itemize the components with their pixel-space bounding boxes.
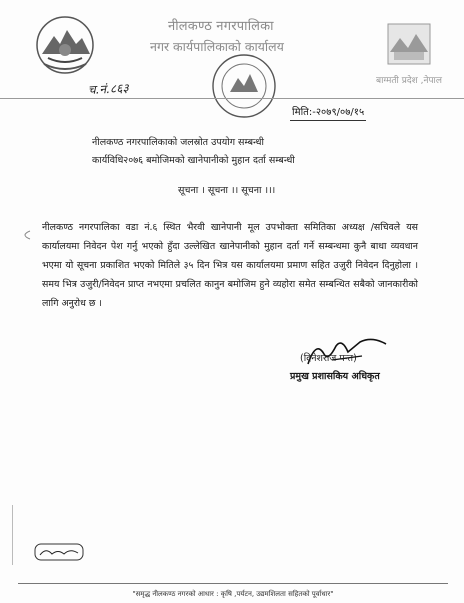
signer-name: (दिनेशराज पन्त) bbox=[300, 353, 357, 364]
signer-title: प्रमुख प्रशासकिय अधिकृत bbox=[290, 371, 380, 382]
nepal-emblem-icon bbox=[34, 14, 96, 76]
subject-line-2: कार्यविधि२०७६ बमोजिमको खानेपानीको मुहान दर्ता सम्बन्धी bbox=[92, 155, 295, 166]
margin-line bbox=[12, 505, 13, 565]
handwritten-initial-mark bbox=[34, 543, 84, 561]
office-name: नगर कार्यपालिकाको कार्यालय bbox=[150, 39, 284, 54]
header-divider bbox=[0, 98, 464, 99]
notice-body: नीलकण्ठ नगरपालिका वडा नं.६ स्थित भैरवी खानेपानी मूल उपभोक्ता समितिका अध्यक्ष /सचिवले यस कार्यालयमा निवेदन पेश गर्नु भएको हुँदा उल्लेखित खानेपानीको मुहान दर्ता गर्ने सम्बन्धमा कुनै बाधा व्यवधान भएमा यो सूचना प्रकाशित भएको मितिले ३५ दिन भित्र यस कार्यालयमा प्रमाण सहित उजुरी निवेदन दिनुहोला । समय भित्र उजुरी/निवेदन प्राप्त नभएमा प्रचलित कानुन बमोजिम हुने व्यहोरा समेत सम्बन्धित सबैको जानकारीको लागि अनुरोध छ । bbox=[42, 222, 418, 309]
org-name: नीलकण्ठ नगरपालिका bbox=[168, 19, 274, 34]
reference-number: च.नं.८६३ bbox=[87, 80, 130, 98]
municipality-logo-icon bbox=[386, 22, 432, 66]
province-text: बाग्मती प्रदेश ,नेपाल bbox=[376, 76, 442, 86]
footer-slogan: "समृद्ध नीलकण्ठ नगरको आधार : कृषि ,पर्यटन, उद्यमशिलता सहितको पूर्वाधार" bbox=[132, 590, 334, 598]
office-seal-stamp bbox=[210, 52, 278, 120]
date: मिति:-२०७९/०७/१५ bbox=[290, 104, 366, 121]
margin-mark-icon bbox=[18, 230, 32, 240]
subject-line-1: नीलकण्ठ नगरपालिकाको जलस्रोत उपयोग सम्बन्धी bbox=[92, 137, 264, 148]
footer-divider bbox=[18, 583, 448, 584]
notice-heading: सूचना । सूचना ।। सूचना ।।। bbox=[178, 185, 276, 196]
